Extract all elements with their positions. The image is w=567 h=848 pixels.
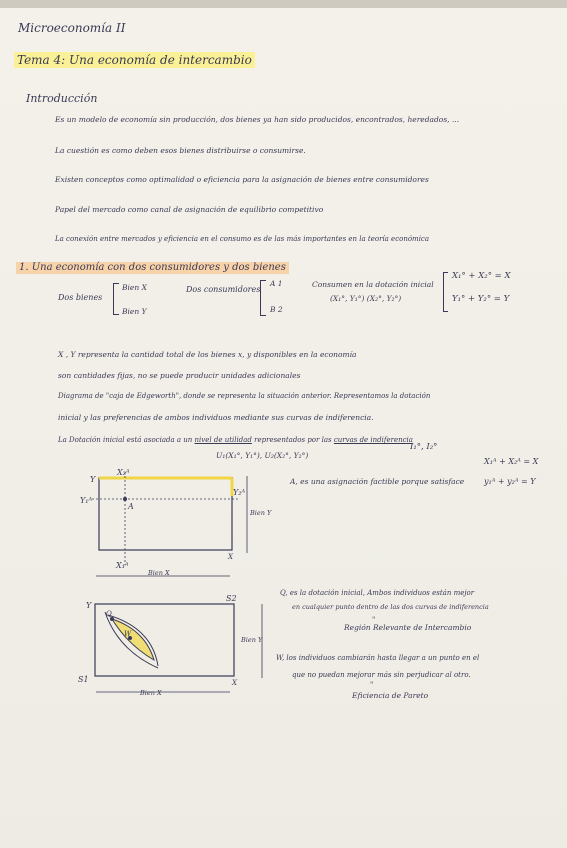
diagram1-bien-x-label: Bien X [148, 569, 170, 577]
diagram2-note: Eficiencia de Pareto [352, 691, 429, 700]
diagram2-note: Región Relevante de Intercambio [344, 623, 472, 632]
explanation-line: son cantidades fijas, no se puede producir unidades adicionales [58, 371, 301, 380]
utility-curves-symbols: I₁°, I₂° [410, 442, 438, 452]
point-a-dot [123, 497, 127, 501]
diagram2-q-label: Q [106, 610, 112, 618]
diagram1-note: A, es una asignación factible porque satisface [290, 477, 465, 486]
diagram2-corner-tr-label: S2 [226, 594, 237, 603]
utility-level: nivel de utilidad [194, 436, 252, 444]
intro-line: Existen conceptos como optimalidad o eficiencia para la asignación de bienes entre consumidores [55, 175, 429, 184]
diagram2-note: " [370, 681, 374, 689]
section-heading: 1. Una economía con dos consumidores y dos bienes [16, 262, 289, 274]
explanation-line: X , Y representa la cantidad total de los bienes x, y disponibles en la economía [58, 350, 357, 359]
utility-formula: U₁(X₁°, Y₁°), U₂(X₂°, Y₂°) [216, 451, 309, 460]
utility-curves: curvas de indiferencia [333, 436, 413, 444]
topic-title: Tema 4: Una economía de intercambio [14, 52, 255, 68]
box-1-frame [99, 478, 232, 550]
endowment-text: Consumen en la dotación inicial [312, 280, 434, 289]
diagram1-y-right-label: Y₂ᴬ [233, 488, 246, 497]
edgeworth-box-1 [80, 468, 272, 577]
utility-middle: representados por las [254, 436, 332, 444]
explanation-line: inicial y las preferencias de ambos individuos mediante sus curvas de indiferencia. [58, 413, 374, 422]
endowment-eq: Y₁° + Y₂° = Y [452, 294, 510, 304]
consumers-label: Dos consumidores [186, 285, 261, 294]
diagram2-note: Q, es la dotación inicial, Ambos individuos están mejor [280, 589, 475, 597]
endowment-eq: X₁° + X₂° = X [452, 271, 511, 281]
consumer-item: B 2 [270, 305, 283, 314]
diagram1-corner-label: X [228, 553, 233, 561]
diagram1-y-left-label: Y₁ᴬ [80, 496, 93, 505]
diagram1-bien-y-label: Bien Y [250, 509, 272, 517]
intro-line: Es un modelo de economía sin producción, dos bienes ya han sido producidos, encontrados, heredados, ... [55, 115, 460, 124]
box-2-frame [95, 604, 234, 676]
course-title: Microeconomía II [18, 21, 126, 35]
diagram2-corner-bl-label: S1 [78, 675, 89, 684]
endowment-pairs: (X₁°, Y₁°) (X₂°, Y₂°) [330, 294, 402, 303]
diagram2-bien-x-label: Bien X [140, 689, 162, 697]
diagram1-point-a-label: A [128, 502, 134, 511]
diagram1-x-bottom-label: X₁ᴬ [116, 561, 129, 570]
explanation-line: Diagrama de "caja de Edgeworth", donde se representa la situación anterior. Representamos la dotación [58, 392, 431, 400]
goods-label: Dos bienes [58, 293, 103, 302]
intro-line: La cuestión es como deben esos bienes distribuirse o consumirse. [55, 146, 306, 155]
edgeworth-box-2 [78, 594, 263, 697]
diagram2-note: " [372, 616, 376, 624]
good-item: Bien X [122, 283, 147, 292]
intro-line: La conexión entre mercados y eficiencia en el consumo es de las más importantes en la teoría económica [55, 235, 430, 243]
intro-heading: Introducción [26, 92, 98, 105]
diagram2-corner-right-label: X [232, 679, 237, 687]
exchange-lens [112, 619, 154, 660]
consumer-item: A 1 [270, 279, 283, 288]
diagram2-w-label: W [124, 630, 132, 638]
diagram2-y-axis-label: Y [86, 601, 92, 610]
good-item: Bien Y [122, 307, 147, 316]
diagram2-note: W, los individuos cambiarán hasta llegar a un punto en el [276, 654, 480, 662]
diagram2-note: que no puedan mejorar más sin perjudicar al otro. [292, 671, 471, 679]
utility-prefix: La Dotación inicial está asociada a un [58, 436, 193, 444]
diagram2-note: en cualquier punto dentro de las dos curvas de indiferencia [292, 603, 489, 611]
diagram1-y-axis-label: Y [90, 475, 96, 484]
diagram1-x-top-label: X₂ᴬ [117, 468, 130, 477]
diagram2-bien-y-label: Bien Y [241, 636, 263, 644]
diagram1-condition: y₁ᴬ + y₂ᴬ = Y [484, 477, 536, 486]
diagram1-condition: X₁ᴬ + X₂ᴬ = X [484, 457, 539, 466]
intro-line: Papel del mercado como canal de asignación de equilibrio competitivo [55, 205, 324, 214]
